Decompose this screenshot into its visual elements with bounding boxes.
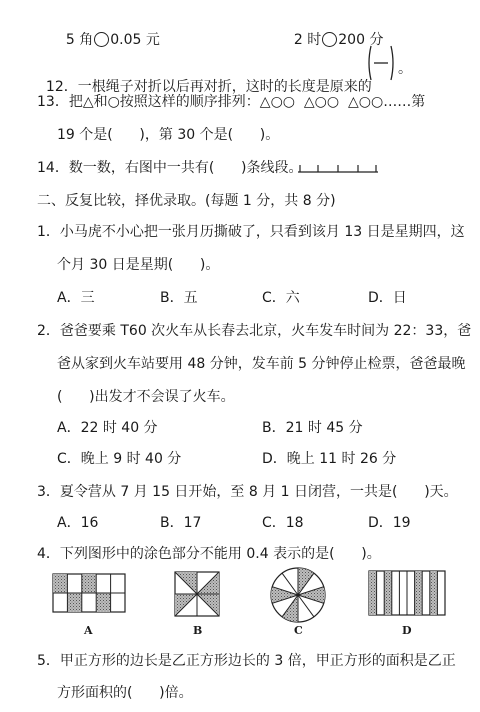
figure-b-label: B [193, 624, 203, 637]
compare-circle-icon [94, 32, 109, 47]
figure-d-strips [368, 570, 446, 616]
mc1-option-c: C．六 [262, 290, 300, 306]
mc2-option-d: D．晚上 11 时 26 分 [262, 451, 397, 467]
fraction-blank [365, 44, 397, 82]
mc4-line1: 4．下列图形中的涂色部分不能用 0.4 表示的是( )。 [37, 546, 381, 562]
compare-left-a: 5 角 [65, 32, 94, 48]
figure-c-label: C [294, 624, 303, 637]
section-2-title: 二、反复比较，择优录取。(每题 1 分，共 8 分) [37, 193, 336, 209]
mc3-option-c: C．18 [262, 515, 304, 531]
mc2-option-a: A．22 时 40 分 [57, 420, 158, 436]
mc1-option-a: A．三 [57, 290, 95, 306]
figure-a-label: A [84, 624, 93, 637]
mc3-option-a: A．16 [57, 515, 99, 531]
figure-d-label: D [402, 624, 412, 637]
mc3-option-b: B．17 [160, 515, 202, 531]
compare-right-a: 2 时 [293, 32, 322, 48]
line-segment-figure [296, 160, 380, 174]
compare-circle-icon [322, 32, 337, 47]
mc1-option-d: D．日 [368, 290, 407, 306]
mc5-line1: 5．甲正方形的边长是乙正方形边长的 3 倍，甲正方形的面积是乙正 [37, 653, 456, 669]
mc2-line1: 2．爸爸要乘 T60 次火车从长春去北京，火车发车时间为 22：33，爸 [37, 323, 472, 339]
mc2-option-b: B．21 时 45 分 [262, 420, 363, 436]
compare-right-b: 200 分 [338, 32, 384, 48]
question-12-end: 。 [398, 61, 412, 77]
mc3-option-d: D．19 [368, 515, 411, 531]
mc1-line2: 个月 30 日是星期( )。 [57, 257, 220, 273]
question-14: 14．数一数，右图中一共有( )条线段。 [37, 160, 303, 176]
figure-a-grid [52, 573, 126, 613]
mc2-line3: ( )出发才不会误了火车。 [57, 389, 235, 405]
compare-left-b: 0.05 元 [110, 32, 160, 48]
question-12 [37, 60, 372, 96]
mc5-line2: 方形面积的( )倍。 [57, 685, 193, 701]
question-13-line2: 19 个是( )，第 30 个是( )。 [57, 127, 280, 143]
mc2-option-c: C．晚上 9 时 40 分 [57, 451, 182, 467]
question-13-line1: 13．把△和○按照这样的顺序排列：△○○ △○○ △○○……第 [37, 94, 426, 110]
mc1-option-b: B．五 [160, 290, 198, 306]
question-12-text: 12．一根绳子对折以后再对折，这时的长度是原来的 [45, 79, 372, 95]
figure-c-circle [269, 566, 327, 624]
figure-b-square [174, 571, 220, 617]
mc2-line2: 爸从家到火车站要用 48 分钟，发车前 5 分钟停止检票，爸爸最晚 [57, 356, 466, 372]
mc3-line1: 3．夏令营从 7 月 15 日开始，至 8 月 1 日闭营，一共是( )天。 [37, 484, 458, 500]
compare-left [57, 13, 160, 49]
mc1-line1: 1．小马虎不小心把一张月历撕破了，只看到该月 13 日是星期四，这 [37, 224, 465, 240]
